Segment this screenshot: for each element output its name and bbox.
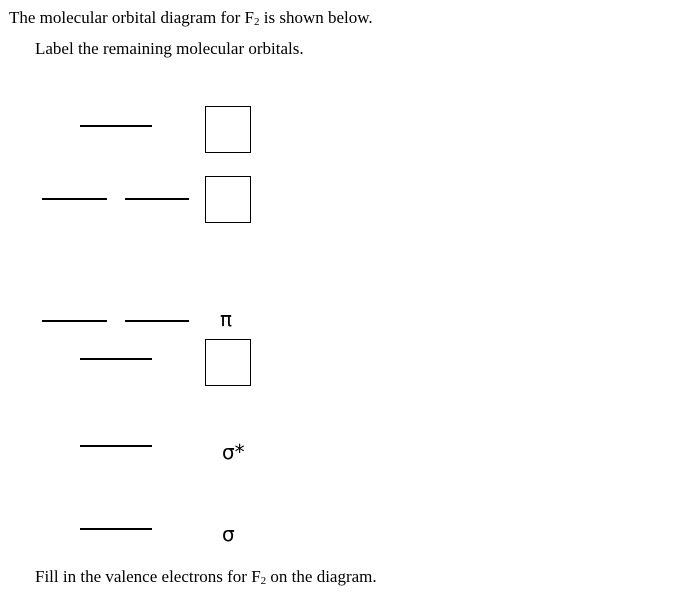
orbital-level-sigma-2s xyxy=(80,528,152,530)
orbital-level-pi-star-2p-a xyxy=(42,198,107,200)
sigma-star-label: σ* xyxy=(222,440,245,464)
problem-statement-suffix: is shown below. xyxy=(259,8,373,27)
orbital-level-sigma-2p xyxy=(80,358,152,360)
fill-electrons-instruction xyxy=(35,567,377,591)
formula-subscript: 2 xyxy=(254,16,260,28)
orbital-level-pi-2p-a xyxy=(42,320,107,322)
pi-label: π xyxy=(220,307,233,331)
problem-statement xyxy=(9,8,373,32)
label-instruction: Label the remaining molecular orbitals. xyxy=(35,39,304,58)
orbital-level-sigma-star-2s xyxy=(80,445,152,447)
orbital-level-sigma-star-2p xyxy=(80,125,152,127)
problem-statement-text: The molecular orbital diagram for F xyxy=(9,8,254,27)
label-box-sigma-star-2p[interactable] xyxy=(205,106,251,153)
sigma-label: σ xyxy=(222,522,235,546)
fill-electrons-text: Fill in the valence electrons for F xyxy=(35,567,261,586)
orbital-level-pi-star-2p-b xyxy=(125,198,189,200)
orbital-level-pi-2p-b xyxy=(125,320,189,322)
label-box-sigma-2p[interactable] xyxy=(205,339,251,386)
fill-electrons-suffix: on the diagram. xyxy=(266,567,377,586)
formula-subscript: 2 xyxy=(260,575,267,587)
label-box-pi-star-2p[interactable] xyxy=(205,176,251,223)
